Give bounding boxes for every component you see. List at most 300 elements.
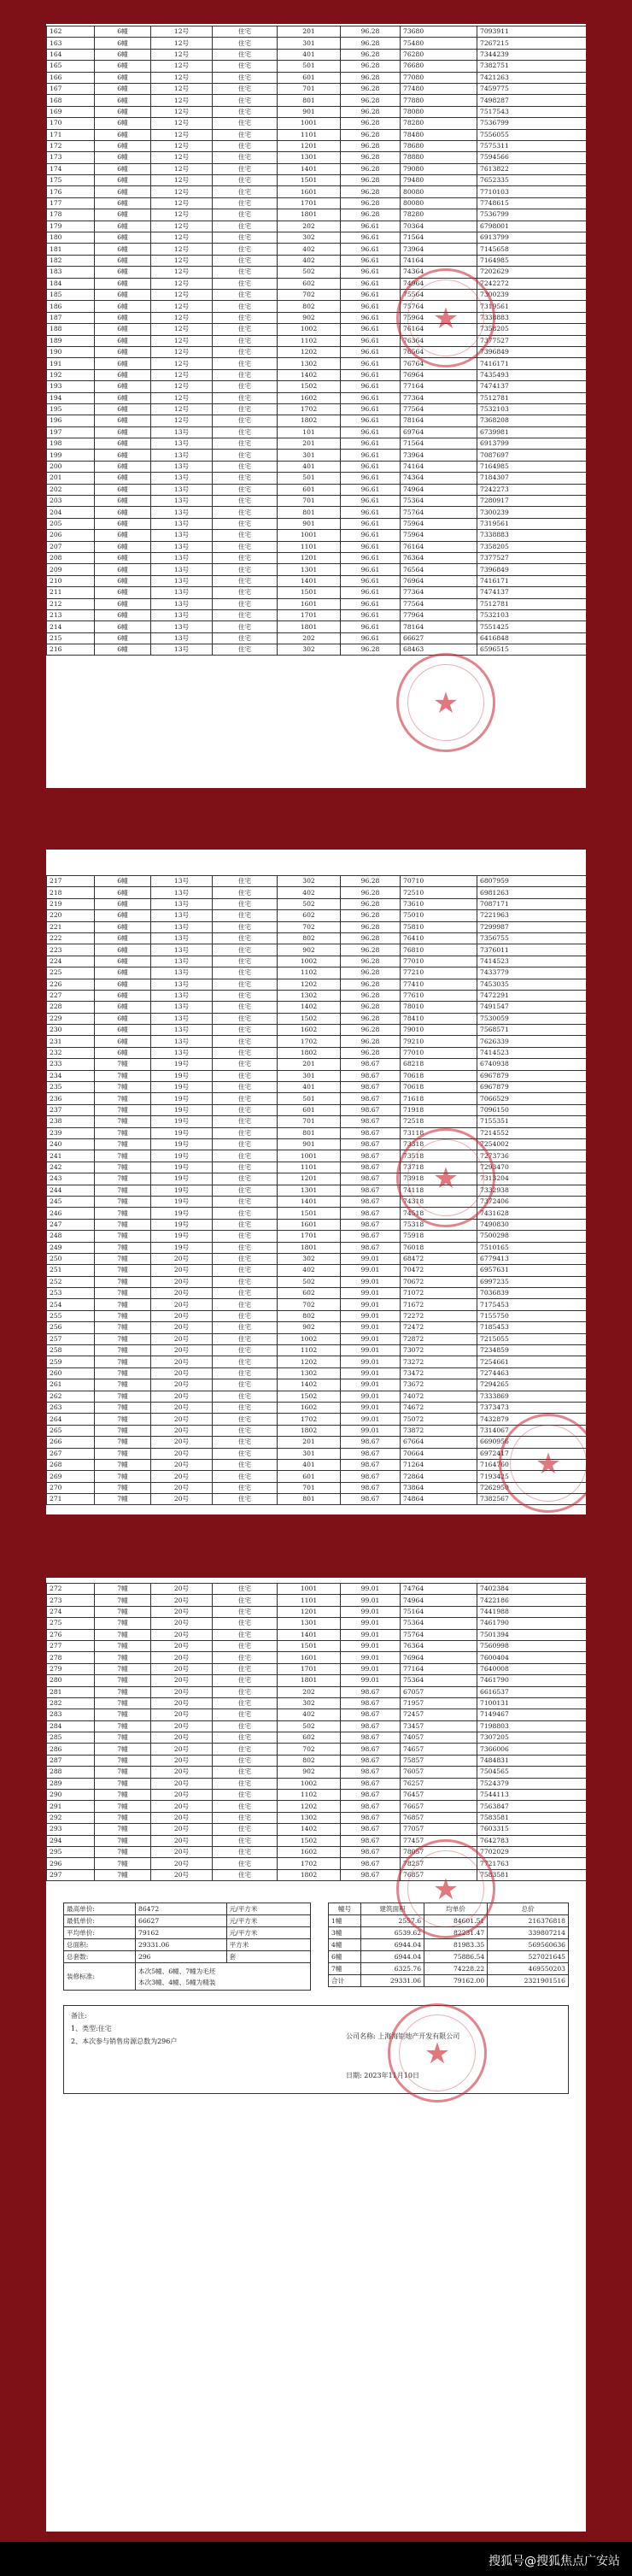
table-cell: 198: [47, 438, 95, 450]
table-cell: 7710103: [477, 186, 587, 197]
table-cell: 217: [47, 876, 95, 887]
table-cell: 住宅: [213, 1414, 278, 1425]
table-cell: 902: [278, 312, 341, 323]
table-row: [47, 1173, 587, 1185]
table-row: [47, 552, 587, 563]
table-cell: 77210: [401, 967, 477, 979]
table-cell: 7274463: [477, 1367, 587, 1379]
table-cell: 20号: [151, 1618, 213, 1629]
table-cell: 13号: [151, 898, 213, 909]
table-cell: 96.61: [341, 621, 401, 632]
table-cell: 住宅: [213, 1047, 278, 1058]
summary-row: [64, 1951, 311, 1963]
table-cell: 7300239: [477, 289, 587, 300]
table-cell: 80080: [401, 197, 477, 209]
table-cell: 6幢: [95, 106, 151, 117]
table-row: [47, 898, 587, 909]
table-cell: 75364: [401, 1618, 477, 1629]
table-cell: 96.61: [341, 267, 401, 278]
official-seal-2: ★: [396, 653, 495, 752]
table-cell: 住宅: [213, 267, 278, 278]
table-cell: 6967879: [477, 1070, 587, 1081]
table-cell: 229: [47, 1013, 95, 1024]
table-row: [47, 1595, 587, 1606]
table-row: [47, 1356, 587, 1367]
table-cell: 7453035: [477, 979, 587, 990]
table-cell: 200: [47, 461, 95, 472]
table-cell: 96.61: [341, 312, 401, 323]
table-cell: 98.67: [341, 1744, 401, 1755]
table-cell: 7366006: [477, 1744, 587, 1755]
table-cell: 19号: [151, 1208, 213, 1219]
table-cell: 住宅: [213, 1482, 278, 1493]
table-cell: 169: [47, 106, 95, 117]
table-cell: 1702: [278, 1858, 341, 1869]
table-cell: 12号: [151, 83, 213, 94]
table-cell: 7幢: [95, 1288, 151, 1299]
table-cell: 13号: [151, 644, 213, 656]
table-cell: 202: [278, 1686, 341, 1697]
table-cell: 住宅: [213, 1835, 278, 1846]
table-cell: 239: [47, 1127, 95, 1138]
table-row: [47, 1755, 587, 1766]
table-cell: 1701: [278, 197, 341, 209]
table-cell: 75964: [401, 518, 477, 529]
table-cell: 20号: [151, 1663, 213, 1674]
table-cell: 256: [47, 1322, 95, 1333]
table-cell: 20号: [151, 1595, 213, 1606]
table-cell: 96.61: [341, 438, 401, 450]
table-cell: 205: [47, 518, 95, 529]
table-cell: 7幢: [95, 1345, 151, 1356]
table-cell: 270: [47, 1482, 95, 1493]
table-cell: 12号: [151, 221, 213, 232]
table-cell: 12号: [151, 392, 213, 403]
table-cell: 住宅: [213, 1288, 278, 1299]
table-row: [47, 1448, 587, 1459]
table-cell: 98.67: [341, 1104, 401, 1115]
table-cell: 7幢: [95, 1471, 151, 1482]
table-cell: 98.67: [341, 1070, 401, 1081]
table-cell: 12号: [151, 163, 213, 174]
table-cell: 96.61: [341, 450, 401, 461]
table-cell: 74164: [401, 461, 477, 472]
table-cell: 98.67: [341, 1116, 401, 1127]
table-row: [47, 152, 587, 163]
table-cell: 96.28: [341, 106, 401, 117]
table-cell: 242: [47, 1162, 95, 1173]
table-row: [47, 1288, 587, 1299]
table-cell: 98.67: [341, 1846, 401, 1857]
table-cell: 7267215: [477, 38, 587, 49]
table-cell: 6幢: [95, 232, 151, 244]
table-cell: 71564: [401, 232, 477, 244]
table-cell: 98.67: [341, 1732, 401, 1744]
table-cell: 76564: [401, 346, 477, 357]
table-cell: 住宅: [213, 944, 278, 956]
summary-cell: 总面积:: [64, 1939, 136, 1951]
table-cell: 6913799: [477, 438, 587, 450]
table-cell: 6幢: [95, 898, 151, 909]
table-cell: 13号: [151, 484, 213, 495]
official-seal-5: ★: [396, 1839, 495, 1938]
table-cell: 76164: [401, 541, 477, 552]
table-cell: 7642783: [477, 1835, 587, 1846]
table-cell: 1701: [278, 609, 341, 620]
table-row: [47, 61, 587, 72]
table-cell: 96.61: [341, 598, 401, 609]
table-cell: 302: [278, 876, 341, 887]
table-cell: 20号: [151, 1414, 213, 1425]
table-cell: 98.67: [341, 1801, 401, 1812]
table-cell: 7431628: [477, 1208, 587, 1219]
table-row: [47, 1790, 587, 1801]
table-cell: 76857: [401, 1812, 477, 1823]
table-cell: 1302: [278, 358, 341, 369]
table-cell: 96.28: [341, 910, 401, 921]
table-cell: 73272: [401, 1356, 477, 1367]
table-cell: 1502: [278, 1835, 341, 1846]
table-cell: 13号: [151, 426, 213, 438]
table-cell: 住宅: [213, 369, 278, 380]
table-cell: 住宅: [213, 967, 278, 979]
summary-row: [64, 1939, 311, 1951]
table-row: [47, 1219, 587, 1230]
decoration-line-2: 本次3幢、4幢、5幢为精装: [138, 1978, 216, 1986]
table-cell: 19号: [151, 1231, 213, 1242]
table-cell: 7344239: [477, 49, 587, 60]
table-cell: 76018: [401, 1242, 477, 1253]
table-row: [47, 209, 587, 221]
table-cell: 7幢: [95, 1732, 151, 1744]
table-cell: 802: [278, 1310, 341, 1321]
table-cell: 96.61: [341, 221, 401, 232]
table-row: [47, 438, 587, 450]
table-row: [47, 1208, 587, 1219]
table-cell: 住宅: [213, 221, 278, 232]
table-cell: 7556055: [477, 129, 587, 140]
table-cell: 20号: [151, 1356, 213, 1367]
table-cell: 12号: [151, 152, 213, 163]
table-cell: 20号: [151, 1391, 213, 1402]
table-cell: 20号: [151, 1333, 213, 1344]
table-cell: 住宅: [213, 990, 278, 1001]
table-row: [47, 1801, 587, 1812]
table-cell: 住宅: [213, 197, 278, 209]
table-cell: 7459775: [477, 83, 587, 94]
table-cell: 96.28: [341, 990, 401, 1001]
table-cell: 19号: [151, 1093, 213, 1104]
table-cell: 7093911: [477, 26, 587, 38]
table-cell: 住宅: [213, 1437, 278, 1448]
table-cell: 7幢: [95, 1173, 151, 1185]
table-cell: 7441988: [477, 1606, 587, 1617]
table-cell: 13号: [151, 621, 213, 632]
table-row: [47, 979, 587, 990]
table-cell: 住宅: [213, 921, 278, 932]
price-table-3-wrapper: [46, 1583, 586, 1881]
table-cell: 7幢: [95, 1070, 151, 1081]
table-cell: 20号: [151, 1755, 213, 1766]
table-cell: 6幢: [95, 979, 151, 990]
table-cell: 7幢: [95, 1663, 151, 1674]
table-cell: 74057: [401, 1732, 477, 1744]
table-cell: 13号: [151, 518, 213, 529]
table-cell: 住宅: [213, 1755, 278, 1766]
table-cell: 78257: [401, 1858, 477, 1869]
table-cell: 住宅: [213, 255, 278, 266]
table-cell: 住宅: [213, 1379, 278, 1391]
table-cell: 住宅: [213, 140, 278, 151]
table-cell: 住宅: [213, 552, 278, 563]
table-cell: 96.61: [341, 381, 401, 392]
table-cell: 住宅: [213, 1104, 278, 1115]
table-cell: 7幢: [95, 1459, 151, 1470]
table-cell: 12号: [151, 369, 213, 380]
table-cell: 601: [278, 1471, 341, 1482]
table-cell: 402: [278, 244, 341, 255]
table-cell: 201: [278, 1437, 341, 1448]
table-cell: 96.61: [341, 232, 401, 244]
table-cell: 1801: [278, 621, 341, 632]
document-page-2: [46, 850, 586, 1514]
table-cell: 196: [47, 415, 95, 426]
table-cell: 13号: [151, 541, 213, 552]
document-page-3: [46, 1578, 586, 2532]
table-cell: 7414523: [477, 956, 587, 967]
table-cell: 301: [278, 450, 341, 461]
table-cell: 77164: [401, 381, 477, 392]
table-cell: 6798001: [477, 221, 587, 232]
table-cell: 293: [47, 1824, 95, 1835]
table-cell: 801: [278, 1127, 341, 1138]
table-cell: 272: [47, 1584, 95, 1595]
table-cell: 13号: [151, 564, 213, 575]
table-cell: 98.67: [341, 1127, 401, 1138]
table-cell: 6幢: [95, 358, 151, 369]
table-row: [47, 609, 587, 620]
table-cell: 住宅: [213, 632, 278, 644]
table-cell: 1002: [278, 324, 341, 335]
table-cell: 7幢: [95, 1755, 151, 1766]
table-cell: 1202: [278, 1801, 341, 1812]
table-cell: 237: [47, 1104, 95, 1115]
table-cell: 162: [47, 26, 95, 38]
table-cell: 住宅: [213, 1584, 278, 1595]
table-cell: 住宅: [213, 1697, 278, 1709]
table-cell: 221: [47, 921, 95, 932]
table-cell: 801: [278, 95, 341, 106]
table-row: [47, 1835, 587, 1846]
table-cell: 12号: [151, 244, 213, 255]
table-cell: 1601: [278, 1652, 341, 1663]
table-cell: 211: [47, 587, 95, 598]
table-cell: 235: [47, 1082, 95, 1093]
table-cell: 7501394: [477, 1629, 587, 1640]
table-cell: 住宅: [213, 312, 278, 323]
table-cell: 195: [47, 403, 95, 415]
table-cell: 7幢: [95, 1127, 151, 1138]
table-cell: 7164760: [477, 1459, 587, 1470]
summary-row: [64, 1915, 311, 1927]
table-cell: 13号: [151, 979, 213, 990]
table-row: [47, 1059, 587, 1070]
table-cell: 702: [278, 1744, 341, 1755]
table-cell: 住宅: [213, 1652, 278, 1663]
table-row: [47, 197, 587, 209]
summary-row: [64, 1903, 311, 1915]
table-cell: 住宅: [213, 1127, 278, 1138]
table-cell: 1001: [278, 1150, 341, 1162]
table-cell: 99.01: [341, 1276, 401, 1287]
table-cell: 6739981: [477, 426, 587, 438]
table-cell: 6幢: [95, 415, 151, 426]
table-cell: 96.61: [341, 335, 401, 346]
table-row: [47, 1606, 587, 1617]
table-cell: 6幢: [95, 518, 151, 529]
table-row: [47, 1437, 587, 1448]
table-row: [47, 1162, 587, 1173]
table-cell: 住宅: [213, 1767, 278, 1778]
table-row: [47, 1310, 587, 1321]
table-cell: 12号: [151, 72, 213, 83]
table-cell: 179: [47, 221, 95, 232]
table-cell: 71618: [401, 1093, 477, 1104]
summary-cell: 84601.51: [424, 1915, 488, 1927]
table-cell: 19号: [151, 1150, 213, 1162]
table-cell: 274: [47, 1606, 95, 1617]
table-cell: 99.01: [341, 1663, 401, 1674]
table-cell: 1502: [278, 1013, 341, 1024]
table-cell: 96.61: [341, 541, 401, 552]
table-cell: 20号: [151, 1675, 213, 1686]
table-cell: 19号: [151, 1162, 213, 1173]
table-cell: 901: [278, 518, 341, 529]
table-cell: 住宅: [213, 289, 278, 300]
table-cell: 13号: [151, 956, 213, 967]
table-cell: 202: [47, 484, 95, 495]
table-cell: 96.28: [341, 49, 401, 60]
table-cell: 1601: [278, 186, 341, 197]
table-cell: 70710: [401, 876, 477, 887]
table-cell: 7472291: [477, 990, 587, 1001]
table-cell: 77364: [401, 587, 477, 598]
table-cell: 75480: [401, 38, 477, 49]
table-row: [47, 887, 587, 898]
table-cell: 20号: [151, 1778, 213, 1789]
table-row: [47, 1367, 587, 1379]
table-cell: 7373473: [477, 1402, 587, 1413]
table-cell: 12号: [151, 381, 213, 392]
table-cell: 70664: [401, 1448, 477, 1459]
table-cell: 7402384: [477, 1584, 587, 1595]
table-cell: 7幢: [95, 1801, 151, 1812]
table-cell: 99.01: [341, 1367, 401, 1379]
table-cell: 20号: [151, 1288, 213, 1299]
table-cell: 601: [278, 1104, 341, 1115]
table-cell: 269: [47, 1471, 95, 1482]
table-cell: 98.67: [341, 1196, 401, 1207]
table-cell: 194: [47, 392, 95, 403]
table-cell: 294: [47, 1835, 95, 1846]
table-cell: 7377527: [477, 335, 587, 346]
table-cell: 20号: [151, 1299, 213, 1310]
table-cell: 96.61: [341, 369, 401, 380]
table-cell: 6幢: [95, 967, 151, 979]
table-cell: 20号: [151, 1322, 213, 1333]
table-cell: 12号: [151, 49, 213, 60]
table-cell: 12号: [151, 129, 213, 140]
table-cell: 20号: [151, 1459, 213, 1470]
table-cell: 19号: [151, 1082, 213, 1093]
table-cell: 802: [278, 301, 341, 312]
table-cell: 96.28: [341, 186, 401, 197]
table-cell: 1401: [278, 163, 341, 174]
table-cell: 96.61: [341, 426, 401, 438]
table-row: [47, 1686, 587, 1697]
table-row: [47, 632, 587, 644]
table-cell: 285: [47, 1732, 95, 1744]
table-cell: 6幢: [95, 49, 151, 60]
table-cell: 75318: [401, 1219, 477, 1230]
table-cell: 7435493: [477, 369, 587, 380]
table-cell: 6997235: [477, 1276, 587, 1287]
table-cell: 96.28: [341, 152, 401, 163]
table-cell: 96.28: [341, 197, 401, 209]
table-cell: 78010: [401, 1002, 477, 1013]
table-cell: 1202: [278, 1356, 341, 1367]
table-cell: 292: [47, 1812, 95, 1823]
table-cell: 73718: [401, 1162, 477, 1173]
table-cell: 402: [278, 1265, 341, 1276]
table-cell: 20号: [151, 1709, 213, 1720]
table-cell: 71264: [401, 1459, 477, 1470]
table-cell: 13号: [151, 910, 213, 921]
table-cell: 7510165: [477, 1242, 587, 1253]
summary-header-cell: 建筑面积: [361, 1903, 424, 1915]
table-cell: 96.28: [341, 1047, 401, 1058]
table-cell: 96.61: [341, 575, 401, 586]
table-cell: 20号: [151, 1494, 213, 1505]
table-cell: 188: [47, 324, 95, 335]
table-cell: 98.67: [341, 1059, 401, 1070]
table-cell: 402: [278, 1709, 341, 1720]
table-cell: 住宅: [213, 1686, 278, 1697]
table-cell: 住宅: [213, 1595, 278, 1606]
table-cell: 207: [47, 541, 95, 552]
table-cell: 76764: [401, 358, 477, 369]
table-cell: 20号: [151, 1812, 213, 1823]
table-cell: 75764: [401, 507, 477, 518]
table-cell: 214: [47, 621, 95, 632]
table-cell: 1701: [278, 1663, 341, 1674]
table-cell: 12号: [151, 140, 213, 151]
table-cell: 住宅: [213, 1162, 278, 1173]
table-cell: 住宅: [213, 1185, 278, 1196]
table-cell: 6幢: [95, 346, 151, 357]
table-cell: 74764: [401, 1584, 477, 1595]
table-row: [47, 1812, 587, 1823]
table-cell: 7294265: [477, 1379, 587, 1391]
table-cell: 7338883: [477, 312, 587, 323]
table-cell: 7215055: [477, 1333, 587, 1344]
official-seal-4: ★: [499, 1414, 586, 1513]
table-cell: 6幢: [95, 598, 151, 609]
table-cell: 98.67: [341, 1720, 401, 1732]
table-cell: 98.67: [341, 1219, 401, 1230]
table-cell: 96.28: [341, 118, 401, 129]
table-cell: 7474137: [477, 381, 587, 392]
